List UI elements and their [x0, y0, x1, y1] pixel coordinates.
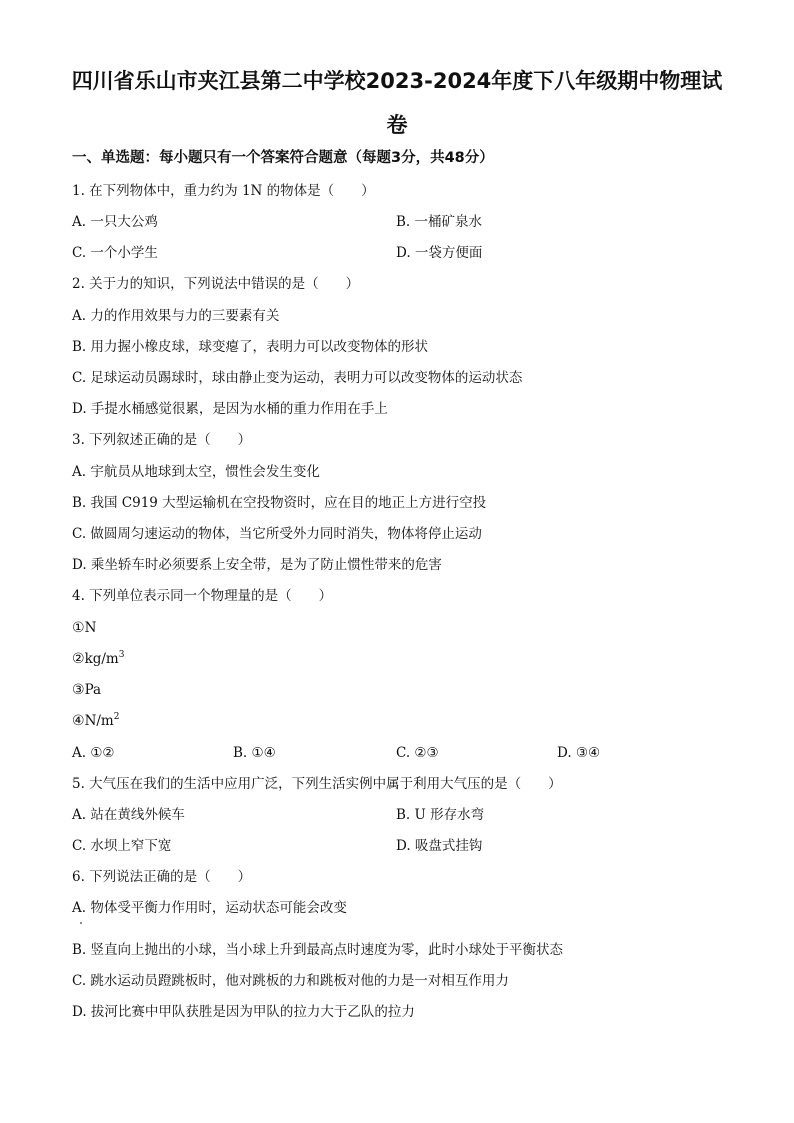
item-unit: kg/m: [84, 651, 119, 667]
question-1-option-a: A. 一只大公鸡: [72, 214, 158, 230]
question-6-option-c: C. 跳水运动员蹬跳板时，他对跳板的力和跳板对他的力是一对相互作用力: [72, 973, 509, 989]
question-5-option-b: B. U 形存水弯: [396, 807, 485, 823]
item-mark: ②: [72, 651, 85, 667]
question-5-stem: 5. 大气压在我们的生活中应用广泛，下列生活实例中属于利用大气压的是（ ）: [72, 776, 562, 792]
question-4-item-2: [72, 649, 124, 669]
question-4-stem: 4. 下列单位表示同一个物理量的是（ ）: [72, 588, 333, 604]
item-mark: ①: [72, 620, 85, 636]
item-unit-exponent: 2: [113, 712, 120, 722]
question-4-item-1: [72, 618, 96, 638]
item-unit: Pa: [84, 682, 102, 698]
stray-dot: [80, 922, 82, 924]
question-2-stem: 2. 关于力的知识，下列说法中错误的是（ ）: [72, 276, 360, 292]
question-1-option-b: B. 一桶矿泉水: [396, 214, 483, 230]
question-3-option-a: A. 宇航员从地球到太空，惯性会发生变化: [72, 464, 320, 480]
item-unit: N: [84, 620, 97, 636]
question-2-option-b: B. 用力握小橡皮球，球变瘪了，表明力可以改变物体的形状: [72, 339, 429, 355]
question-5-option-c: C. 水坝上窄下宽: [72, 838, 172, 854]
exam-title-line1: 四川省乐山市夹江县第二中学校2023-2024年度下八年级期中物理试: [71, 69, 723, 93]
question-4-option-a: A. ①②: [72, 745, 115, 761]
question-2-option-a: A. 力的作用效果与力的三要素有关: [72, 308, 280, 324]
question-3-option-c: C. 做圆周匀速运动的物体，当它所受外力同时消失，物体将停止运动: [72, 526, 482, 542]
item-unit: N/m: [84, 713, 114, 729]
question-6-option-b: B. 竖直向上抛出的小球，当小球上升到最高点时速度为零，此时小球处于平衡状态: [72, 942, 564, 958]
question-4-option-c: C. ②③: [396, 745, 439, 761]
question-4-item-4: [72, 711, 119, 731]
question-3-stem: 3. 下列叙述正确的是（ ）: [72, 432, 252, 448]
question-6-stem: 6. 下列说法正确的是（ ）: [72, 869, 252, 885]
question-3-option-d: D. 乘坐轿车时必须要系上安全带，是为了防止惯性带来的危害: [72, 557, 442, 573]
question-6-option-a: A. 物体受平衡力作用时，运动状态可能会改变: [72, 900, 347, 916]
exam-title-line2: 卷: [386, 113, 408, 137]
item-mark: ④: [72, 713, 85, 729]
question-1-stem: 1. 在下列物体中，重力约为 1N 的物体是（ ）: [72, 183, 375, 199]
item-mark: ③: [72, 682, 85, 698]
question-2-option-d: D. 手提水桶感觉很累，是因为水桶的重力作用在手上: [72, 401, 388, 417]
question-4-option-d: D. ③④: [557, 745, 601, 761]
question-1-option-c: C. 一个小学生: [72, 245, 158, 261]
section-heading: 一、单选题：每小题只有一个答案符合题意（每题3分，共48分）: [72, 150, 494, 166]
question-4-item-3: [72, 680, 101, 700]
question-6-option-d: D. 拔河比赛中甲队获胜是因为甲队的拉力大于乙队的拉力: [72, 1004, 415, 1020]
question-4-option-b: B. ①④: [233, 745, 276, 761]
question-3-option-b: B. 我国 C919 大型运输机在空投物资时，应在目的地正上方进行空投: [72, 495, 487, 511]
question-2-option-c: C. 足球运动员踢球时，球由静止变为运动，表明力可以改变物体的运动状态: [72, 370, 523, 386]
question-5-option-a: A. 站在黄线外候车: [72, 807, 185, 823]
item-unit-exponent: 3: [118, 650, 125, 660]
question-5-option-d: D. 吸盘式挂钩: [396, 838, 483, 854]
question-1-option-d: D. 一袋方便面: [396, 245, 483, 261]
